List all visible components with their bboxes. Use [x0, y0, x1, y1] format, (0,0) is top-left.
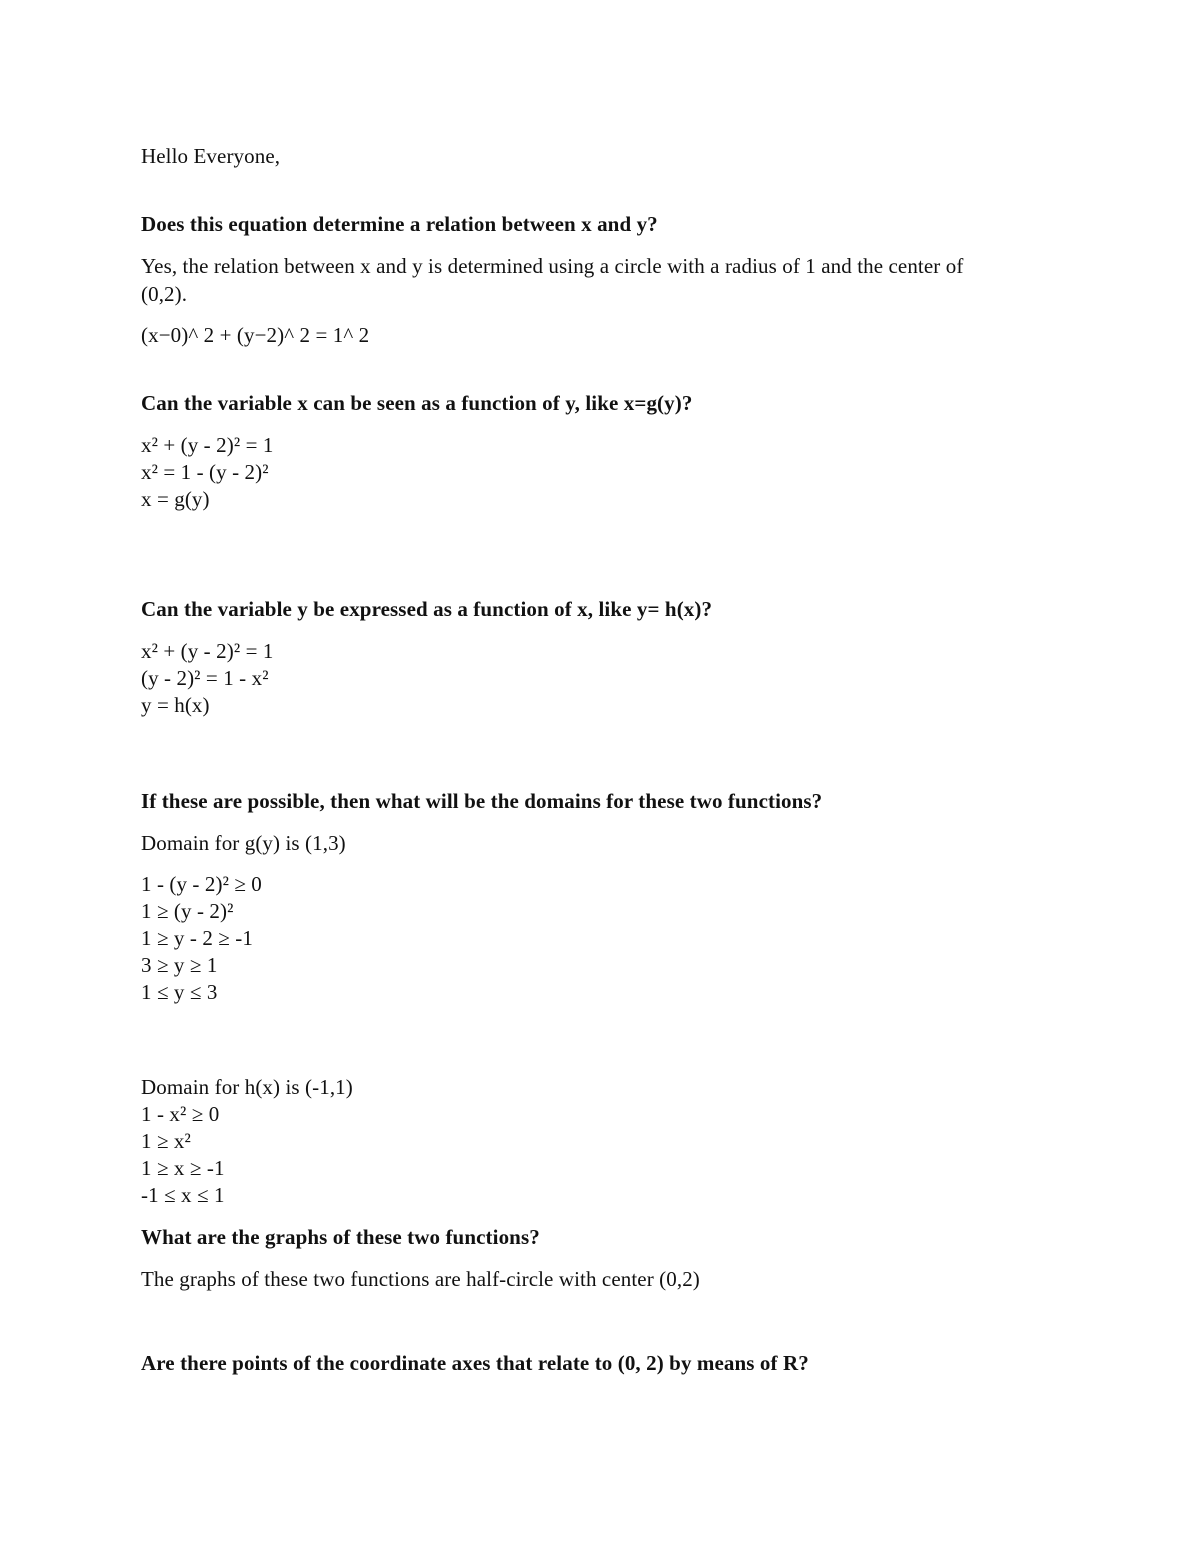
equation-line: 3 ≥ y ≥ 1	[141, 953, 218, 977]
question-relation: Does this equation determine a relation between x and y?	[141, 212, 658, 236]
equation-line: x² = 1 - (y - 2)²	[141, 460, 269, 484]
equation-line: (y - 2)² = 1 - x²	[141, 666, 269, 690]
equation-line: (x−0)^ 2 + (y−2)^ 2 = 1^ 2	[141, 323, 370, 347]
domain-h-heading: Domain for h(x) is (-1,1)	[141, 1075, 353, 1099]
domain-g-heading: Domain for g(y) is (1,3)	[141, 831, 346, 855]
equation-line: 1 ≥ x ≥ -1	[141, 1156, 225, 1180]
question-graphs: What are the graphs of these two functions?	[141, 1225, 540, 1249]
greeting: Hello Everyone,	[141, 144, 281, 168]
equation-line: x = g(y)	[141, 487, 210, 511]
equation-line: 1 ≥ x²	[141, 1129, 191, 1153]
equation-line: x² + (y - 2)² = 1	[141, 433, 274, 457]
equation-line: y = h(x)	[141, 693, 210, 717]
equation-line: 1 ≥ y - 2 ≥ -1	[141, 926, 253, 950]
question-domains: If these are possible, then what will be the domains for these two functions?	[141, 789, 823, 813]
answer-line: The graphs of these two functions are half-circle with center (0,2)	[141, 1267, 700, 1291]
equation-line: 1 - (y - 2)² ≥ 0	[141, 872, 262, 896]
answer-line: Yes, the relation between x and y is determined using a circle with a radius of 1 and the center of	[141, 254, 964, 278]
question-coordinate-axes: Are there points of the coordinate axes that relate to (0, 2) by means of R?	[141, 1351, 809, 1375]
equation-line: -1 ≤ x ≤ 1	[141, 1183, 225, 1207]
equation-line: 1 ≤ y ≤ 3	[141, 980, 218, 1004]
answer-line: (0,2).	[141, 282, 188, 306]
equation-line: x² + (y - 2)² = 1	[141, 639, 274, 663]
equation-line: 1 - x² ≥ 0	[141, 1102, 220, 1126]
question-x-function: Can the variable x can be seen as a function of y, like x=g(y)?	[141, 391, 693, 415]
question-y-function: Can the variable y be expressed as a function of x, like y= h(x)?	[141, 597, 713, 621]
equation-line: 1 ≥ (y - 2)²	[141, 899, 234, 923]
